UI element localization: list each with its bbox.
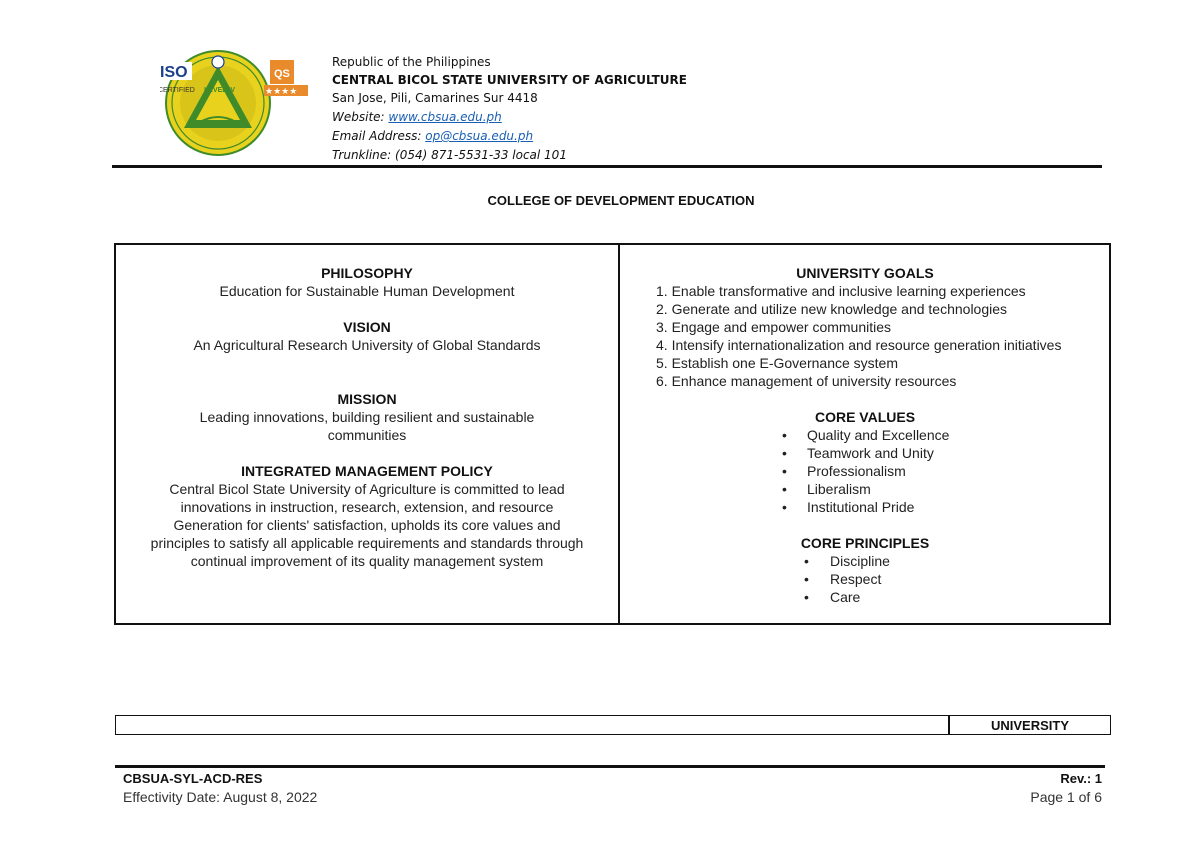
imp-text-line: Central Bicol State University of Agriculture is committed to lead (169, 481, 565, 497)
imp-text-line: continual improvement of its quality management system (190, 553, 544, 569)
website-label: Website: (332, 110, 389, 124)
mission-text-line: Leading innovations, building resilient and sustainable (199, 409, 535, 425)
college-title: COLLEGE OF DEVELOPMENT EDUCATION (487, 193, 755, 208)
trunkline: Trunkline: (054) 871-5531-33 local 101 (332, 148, 567, 162)
university-seal-logo (160, 48, 310, 158)
mission-text-line: communities (327, 427, 407, 443)
core-value-item: • Professionalism (620, 462, 1110, 480)
philosophy-title: PHILOSOPHY (321, 265, 413, 281)
core-principle-item: • Care (620, 588, 1110, 606)
core-values-title: CORE VALUES (814, 409, 916, 425)
effectivity-date: Effectivity Date: August 8, 2022 (123, 789, 318, 805)
core-principle-item: • Discipline (620, 552, 1110, 570)
imp-title: INTEGRATED MANAGEMENT POLICY (241, 463, 493, 479)
university-name: CENTRAL BICOL STATE UNIVERSITY OF AGRICULTURE (332, 73, 687, 87)
svg-text:LEVEL IV: LEVEL IV (204, 87, 235, 94)
email-link[interactable]: op@cbsua.edu.ph (425, 129, 534, 143)
goal-item: 5. Establish one E-Governance system (656, 355, 899, 371)
revision-number: Rev.: 1 (1060, 771, 1102, 786)
svg-text:★★★★: ★★★★ (265, 87, 298, 97)
vision-title: VISION (343, 319, 391, 335)
imp-text-line: principles to satisfy all applicable requirements and standards through (150, 535, 584, 551)
core-principles-list (620, 552, 1110, 606)
website-link[interactable]: www.cbsua.edu.ph (388, 110, 502, 124)
core-principle-item: • Respect (620, 570, 1110, 588)
core-principles-title: CORE PRINCIPLES (800, 535, 930, 551)
goal-item: 2. Generate and utilize new knowledge and technologies (656, 301, 1008, 317)
goal-item: 3. Engage and empower communities (656, 319, 892, 335)
svg-text:ISO: ISO (160, 64, 188, 81)
core-value-item: • Quality and Excellence (620, 426, 1110, 444)
vmgo-right-column (620, 264, 1110, 606)
goal-item: 1. Enable transformative and inclusive learning experiences (656, 283, 1026, 299)
core-value-item: • Institutional Pride (620, 498, 1110, 516)
document-code: CBSUA-SYL-ACD-RES (123, 771, 263, 786)
goal-item: 4. Intensify internationalization and resource generation initiatives (656, 337, 1062, 353)
goal-item: 6. Enhance management of university resources (656, 373, 957, 389)
goals-title: UNIVERSITY GOALS (796, 265, 934, 281)
philosophy-text: Education for Sustainable Human Development (219, 283, 515, 299)
svg-text:CERTIFIED: CERTIFIED (160, 87, 195, 94)
core-value-item: • Teamwork and Unity (620, 444, 1110, 462)
imp-text-line: Generation for clients' satisfaction, upholds its core values and (173, 517, 561, 533)
email-label: Email Address: (332, 129, 426, 143)
university-cell-label: UNIVERSITY (990, 718, 1069, 733)
mission-title: MISSION (337, 391, 397, 407)
university-address: San Jose, Pili, Camarines Sur 4418 (332, 91, 538, 105)
vmgo-left-column (116, 264, 618, 570)
page-number: Page 1 of 6 (1030, 789, 1102, 805)
imp-text-line: innovations in instruction, research, extension, and resource (180, 499, 554, 515)
vision-text: An Agricultural Research University of Global Standards (193, 337, 541, 353)
svg-text:QS: QS (274, 68, 290, 80)
republic-line: Republic of the Philippines (332, 55, 491, 69)
footer-divider (115, 765, 1105, 768)
email-line (332, 129, 533, 143)
website-line (332, 110, 502, 124)
core-values-list (620, 426, 1110, 516)
header-divider (112, 165, 1102, 168)
core-value-item: • Liberalism (620, 480, 1110, 498)
